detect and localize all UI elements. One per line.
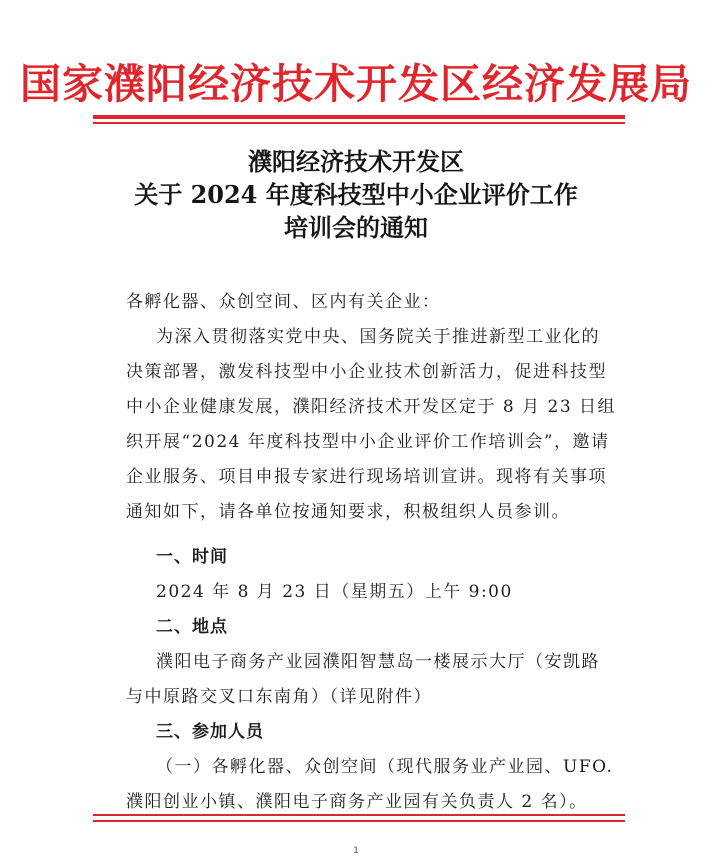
section-heading-time: 一、时间 — [156, 547, 228, 567]
document-title-line-3: 培训会的通知 — [284, 213, 428, 242]
red-footer-line — [93, 820, 625, 822]
paragraph-line: 决策部署，激发科技型中小企业技术创新活力，促进科技型 — [126, 362, 607, 382]
red-header-rule — [93, 115, 625, 124]
section-location-line: 濮阳电子商务产业园濮阳智慧岛一楼展示大厅（安凯路 — [156, 652, 600, 672]
red-rule-thin — [93, 122, 625, 124]
paragraph-line: 中小企业健康发展，濮阳经济技术开发区定于 8 月 23 日组 — [126, 397, 617, 417]
masthead-title: 国家濮阳经济技术开发区经济发展局 — [20, 60, 692, 108]
red-rule-thick — [93, 115, 625, 119]
document-title-line-1: 濮阳经济技术开发区 — [248, 147, 464, 176]
section-location-line: 与中原路交叉口东南角）（详见附件） — [126, 687, 432, 707]
red-footer-line — [93, 814, 625, 816]
document-title-line-2: 关于 2024 年度科技型中小企业评价工作 — [134, 180, 578, 209]
section-heading-attendees: 三、参加人员 — [156, 722, 264, 742]
section-heading-location: 二、地点 — [156, 617, 228, 637]
section-time-text: 2024 年 8 月 23 日（星期五）上午 9:00 — [156, 582, 513, 602]
paragraph-line: 为深入贯彻落实党中央、国务院关于推进新型工业化的 — [156, 327, 600, 347]
salutation: 各孵化器、众创空间、区内有关企业： — [126, 292, 441, 312]
paragraph-line: 通知如下，请各单位按通知要求，积极组织人员参训。 — [126, 502, 570, 522]
red-footer-rule — [93, 814, 625, 822]
paragraph-line: 企业服务、项目申报专家进行现场培训宣讲。现将有关事项 — [126, 467, 607, 487]
section-attendees-line: （一）各孵化器、众创空间（现代服务业产业园、UFO. — [156, 757, 614, 777]
section-attendees-line: 濮阳创业小镇、濮阳电子商务产业园有关负责人 2 名）。 — [126, 792, 588, 812]
paragraph-line: 织开展“2024 年度科技型中小企业评价工作培训会”，邀请 — [126, 432, 610, 452]
page-number: 1 — [353, 846, 359, 856]
